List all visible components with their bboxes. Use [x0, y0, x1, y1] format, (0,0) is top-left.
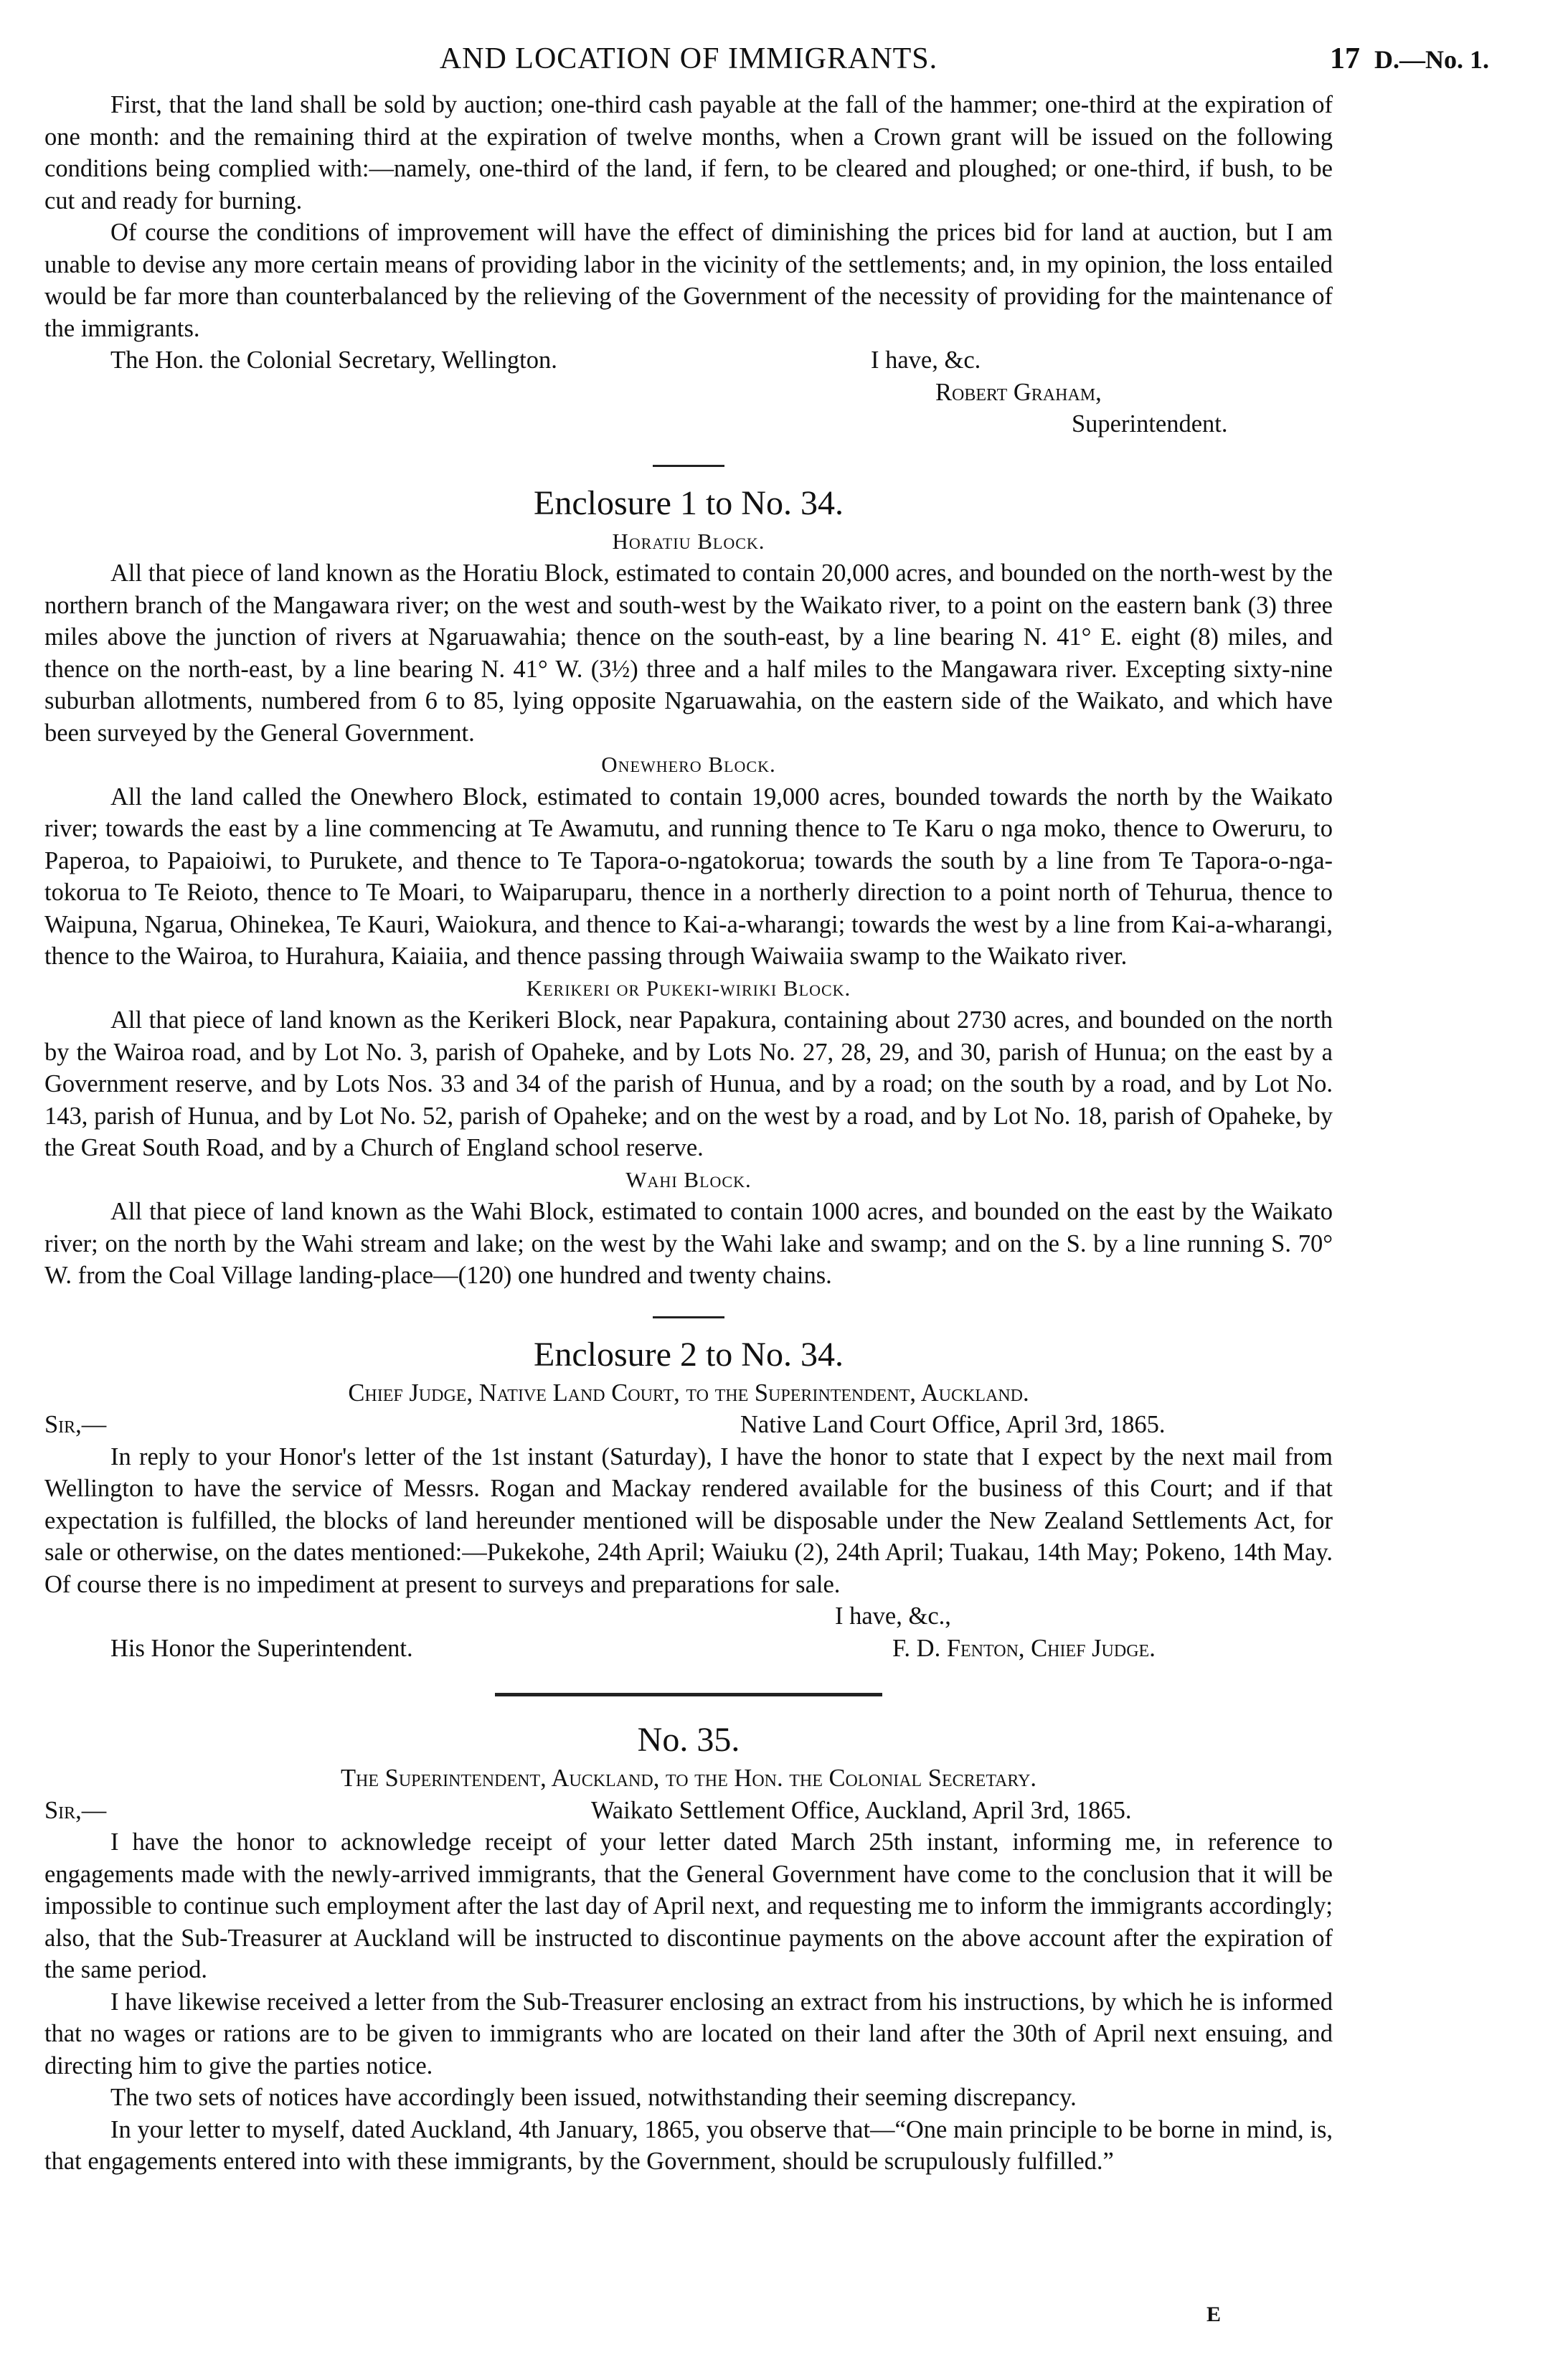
section-divider [653, 1316, 724, 1318]
correspondents-line: Chief Judge, Native Land Court, to the Superintendent, Auckland. [348, 1379, 1029, 1407]
signature-row [44, 377, 1333, 409]
document-reference: D.—No. 1. [1374, 45, 1489, 74]
letter-35 [44, 1718, 1333, 2178]
closing-row [44, 344, 1333, 377]
addressee: His Honor the Superintendent. [110, 1634, 413, 1662]
header-title: AND LOCATION OF IMMIGRANTS. [439, 42, 938, 75]
enclosure-1 [44, 481, 1333, 1292]
block-description: All that piece of land known as the Wahi Block, estimated to contain 1000 acres, and bounded on the east by the Waikato river; on the north by the Wahi stream and lake; on the west by the Wahi lake and swamp; and on the S. by a line running S. 70° W. from the Coal Village landing-place—(120) one hundred and twenty chains. [44, 1198, 1333, 1289]
paragraph: The two sets of notices have accordingly been issued, notwithstanding their seeming discrepancy. [110, 2084, 1077, 2111]
salutation-row [44, 1409, 1333, 1441]
signer-name: Robert Graham, [935, 378, 1102, 406]
section-divider [495, 1693, 882, 1696]
correspondents-line: The Superintendent, Auckland, to the Hon. the Colonial Secretary. [340, 1765, 1037, 1792]
running-header [44, 39, 1489, 89]
block-description: All that piece of land known as the Horatiu Block, estimated to contain 20,000 acres, and bounded on the north-west by the northern branch of the Mangawara river; on the west and south-west by the Waikato river, to a point on the eastern bank (3) three miles above the junction of rivers at Ngaruawahia; thence on the south-east, by a line bearing N. 41° E. eight (8) miles, and thence on the north-east, by a line bearing N. 41° W. (3½) three and a half miles to the Mangawara river. Excepting sixty-nine suburban allotments, numbered from 6 to 85, lying opposite Ngaruawahia, on the eastern side of the Waikato, and which have been surveyed by the General Government. [44, 559, 1333, 747]
paragraph: Of course the conditions of improvement will have the effect of diminishing the prices bid for land at auction, but I am unable to devise any more certain means of providing labor in the vicinity of the settlements; and, in my opinion, the loss entailed would be far more than counterbalanced by the relieving of the Government of the necessity of providing for the maintenance of the immigrants. [44, 219, 1333, 342]
signer-title: Superintendent. [1072, 410, 1228, 438]
block-title: Wahi Block. [625, 1166, 752, 1192]
letter-34-continuation [44, 89, 1333, 440]
signer-name: F. D. Fenton, Chief Judge. [892, 1634, 1156, 1662]
closing: I have, &c., [835, 1602, 951, 1630]
block-description: All the land called the Onewhero Block, estimated to contain 19,000 acres, bounded towards the north by the Waikato river; towards the east by a line commencing at Te Awamutu, and running thence to Te Karu o nga moko, thence to Oweruru, to Paperoa, to Papaioiwi, to Purukete, and thence to Te Tapora-o-ngatokorua; towards the south by a line from Te Tapora-o-nga-tokorua to Te Reioto, thence to Te Moari, to Waiparuparu, thence in a northerly direction to a point north of Tehurua, thence to Waipuna, Ngarua, Ohinekea, Te Kauri, Waiokura, and thence to Kai-a-wharangi; towards the west by a line from Kai-a-wharangi, thence to the Wairoa, to Hurahura, Kaiaiia, and thence passing through Waiwaiia swamp to the Waikato river. [44, 783, 1333, 970]
salutation: Sir,— [44, 1796, 107, 1824]
enclosure-heading: Enclosure 1 to No. 34. [534, 483, 844, 522]
place-date: Waikato Settlement Office, Auckland, April 3rd, 1865. [591, 1796, 1132, 1824]
closing: I have, &c. [871, 346, 981, 374]
page-number: 17 [1330, 42, 1360, 75]
block-title: Onewhero Block. [601, 752, 776, 777]
place-date: Native Land Court Office, April 3rd, 1865. [740, 1411, 1166, 1438]
paragraph: In reply to your Honor's letter of the 1st instant (Saturday), I have the honor to state that I expect by the next mail from Wellington to have the service of Messrs. Rogan and Mackay rendered available for the business of this Court; and if that expectation is fulfilled, the blocks of land hereunder mentioned will be disposable under the New Zealand Settlements Act, for sale or otherwise, on the dates mentioned:—Pukekohe, 24th April; Waiuku (2), 24th April; Tuakau, 14th May; Pokeno, 14th May. Of course there is no impediment at present to surveys and preparations for sale. [44, 1443, 1333, 1598]
addressee: The Hon. the Colonial Secretary, Wellington. [110, 346, 557, 374]
block-title: Kerikeri or Pukeki-wiriki Block. [526, 975, 851, 1001]
enclosure-2 [44, 1333, 1333, 1665]
paragraph: First, that the land shall be sold by auction; one-third cash payable at the fall of the hammer; one-third at the expiration of one month: and the remaining third at the expiration of twelve months, when a Crown grant will be issued on the following conditions being complied with:—namely, one-third of the land, if fern, to be cleared and ploughed; or one-third, if bush, to be cut and ready for burning. [44, 91, 1333, 214]
paragraph: In your letter to myself, dated Auckland, 4th January, 1865, you observe that—“One main principle to be borne in mind, is, that engagements entered into with these immigrants, by the Government, should be scrupulously fulfilled.” [44, 2115, 1333, 2175]
salutation: Sir,— [44, 1411, 107, 1438]
letter-heading: No. 35. [637, 1721, 740, 1759]
signer-title-row [44, 408, 1333, 440]
enclosure-heading: Enclosure 2 to No. 34. [534, 1335, 844, 1374]
paragraph: I have the honor to acknowledge receipt of your letter dated March 25th instant, informing me, in reference to engagements made with the newly-arrived immigrants, that the General Government have come to the conclusion that it will be impossible to continue such employment after the last day of April next, and requesting me to inform the immigrants accordingly; also, that the Sub-Treasurer at Auckland will be instructed to discontinue payments on the above account after the expiration of the same period. [44, 1828, 1333, 1983]
section-divider [653, 465, 724, 467]
paragraph: I have likewise received a letter from the Sub-Treasurer enclosing an extract from his instructions, by which he is informed that no wages or rations are to be given to immigrants who are located on their land after the 30th of April next ensuing, and directing him to give the parties notice. [44, 1988, 1333, 2079]
block-title: Horatiu Block. [612, 528, 765, 554]
closing-row [44, 1600, 1333, 1633]
block-description: All that piece of land known as the Kerikeri Block, near Papakura, containing about 2730 acres, and bounded on the north by the Wairoa road, and by Lot No. 3, parish of Opaheke, and by Lots No. 27, 28, 29, and 30, parish of Hunua; on the east by a Government reserve, and by Lots Nos. 33 and 34 of the parish of Hunua, and by a road; on the south by a road, and by Lot No. 143, parish of Hunua, and by Lot No. 52, parish of Opaheke; and on the west by a road, and by Lot No. 18, parish of Opaheke, by the Great South Road, and by a Church of England school reserve. [44, 1006, 1333, 1161]
signature-row [44, 1633, 1333, 1665]
salutation-row [44, 1795, 1333, 1827]
signature-mark: E [1206, 2303, 1222, 2326]
document-page [44, 39, 1489, 2178]
